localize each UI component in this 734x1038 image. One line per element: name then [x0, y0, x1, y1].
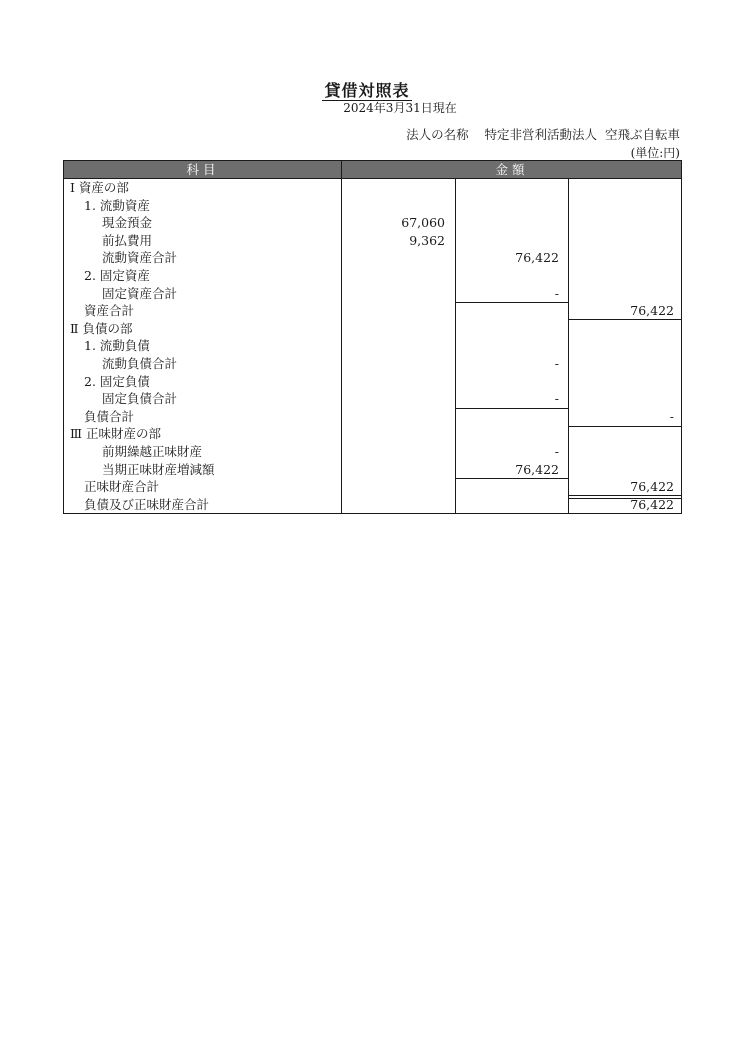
row-label: 前払費用: [102, 232, 153, 248]
amount-col2: [459, 179, 559, 197]
row-label: 流動負債合計: [102, 356, 178, 371]
amount-col2: [459, 337, 559, 355]
header-item: 科目: [186, 162, 220, 177]
unit-label: (単位:円): [630, 146, 680, 160]
amount-col1: [345, 355, 445, 373]
amount-col3: [574, 425, 674, 443]
amount-col1: [345, 267, 445, 285]
row-label: 負債合計: [84, 408, 135, 424]
row-label: Ⅱ 負債の部: [70, 320, 133, 336]
amount-col3: [574, 179, 674, 197]
organization-line: [406, 125, 680, 143]
total-rule: [568, 426, 682, 427]
amount-col2: [459, 302, 559, 320]
amount-col2: -: [554, 356, 559, 371]
amount-col3: [574, 267, 674, 285]
amount-col1: [345, 461, 445, 479]
row-label: 正味財産合計: [84, 479, 160, 495]
amount-col1: [345, 302, 445, 320]
amount-col2: -: [554, 285, 559, 301]
document-title: [0, 78, 734, 101]
subtotal-rule: [455, 478, 568, 479]
row-label: 2. 固定負債: [84, 373, 150, 389]
amount-col3: [574, 214, 674, 232]
column-divider: [341, 161, 342, 513]
amount-col3: [574, 337, 674, 355]
amount-col2: -: [554, 444, 559, 459]
amount-col2: [459, 373, 559, 391]
amount-col2: [459, 425, 559, 443]
amount-col2: [459, 320, 559, 338]
header-amount: 金額: [495, 162, 529, 177]
amount-col3: [574, 232, 674, 250]
amount-col1: [345, 337, 445, 355]
amount-col1: [345, 443, 445, 461]
report-date: 2024年3月31日現在: [343, 101, 457, 115]
amount-col3: [574, 355, 674, 373]
row-label: 資産合計: [84, 303, 135, 319]
amount-col1: [345, 373, 445, 391]
amount-col2: 76,422: [515, 461, 559, 477]
amount-col1: [345, 249, 445, 267]
amount-col2: [459, 478, 559, 496]
row-label: 1. 流動負債: [84, 338, 150, 354]
amount-col1: [345, 179, 445, 197]
amount-col1: [345, 197, 445, 215]
amount-col1: [345, 425, 445, 443]
amount-col3: 76,422: [630, 303, 674, 319]
amount-col3: 76,422: [630, 496, 674, 512]
subtotal-rule: [455, 408, 568, 409]
amount-col3: [574, 461, 674, 479]
amount-col3: [574, 249, 674, 267]
amount-col3: 76,422: [630, 479, 674, 495]
amount-col1: [345, 496, 445, 514]
amount-col2: 76,422: [515, 250, 559, 266]
amount-col1: [345, 478, 445, 496]
total-rule: [568, 319, 682, 320]
amount-col1: [345, 285, 445, 303]
amount-col1: [345, 390, 445, 408]
amount-col3: -: [669, 408, 674, 424]
org-label: 法人の名称: [406, 127, 469, 142]
amount-col2: [459, 496, 559, 514]
amount-col3: [574, 373, 674, 391]
row-label: 流動資産合計: [102, 250, 178, 266]
row-label: Ⅰ 資産の部: [70, 180, 129, 195]
amount-col3: [574, 443, 674, 461]
total-double-rule: [568, 513, 682, 514]
amount-col1: 67,060: [401, 215, 445, 231]
row-label: Ⅲ 正味財産の部: [70, 426, 162, 442]
amount-col1: [345, 408, 445, 426]
row-label: 固定資産合計: [102, 285, 178, 301]
row-label: 固定負債合計: [102, 391, 178, 407]
org-name: 特定非営利活動法人 空飛ぶ自転車: [484, 127, 680, 142]
amount-col2: [459, 232, 559, 250]
row-label: 当期正味財産増減額: [102, 461, 215, 477]
total-rule: [568, 498, 682, 499]
row-label: 1. 流動資産: [84, 197, 150, 213]
total-rule: [568, 495, 682, 496]
amount-col1: 9,362: [409, 232, 445, 248]
title-text: 貸借対照表: [324, 81, 410, 100]
amount-col3: [574, 390, 674, 408]
row-label: 2. 固定資産: [84, 268, 150, 283]
amount-col2: [459, 197, 559, 215]
subtotal-rule: [455, 302, 568, 303]
row-label: 負債及び正味財産合計: [84, 496, 210, 512]
amount-col3: [574, 197, 674, 215]
amount-col2: [459, 267, 559, 285]
column-divider: [455, 178, 456, 513]
amount-col1: [345, 320, 445, 338]
amount-col2: -: [554, 391, 559, 407]
table-header: [64, 161, 681, 179]
amount-col2: [459, 408, 559, 426]
amount-col2: [459, 214, 559, 232]
column-divider: [568, 178, 569, 513]
amount-col3: [574, 320, 674, 338]
balance-sheet-table: [63, 160, 682, 514]
row-label: 前期繰越正味財産: [102, 444, 203, 459]
row-label: 現金預金: [102, 215, 153, 231]
amount-col3: [574, 285, 674, 303]
